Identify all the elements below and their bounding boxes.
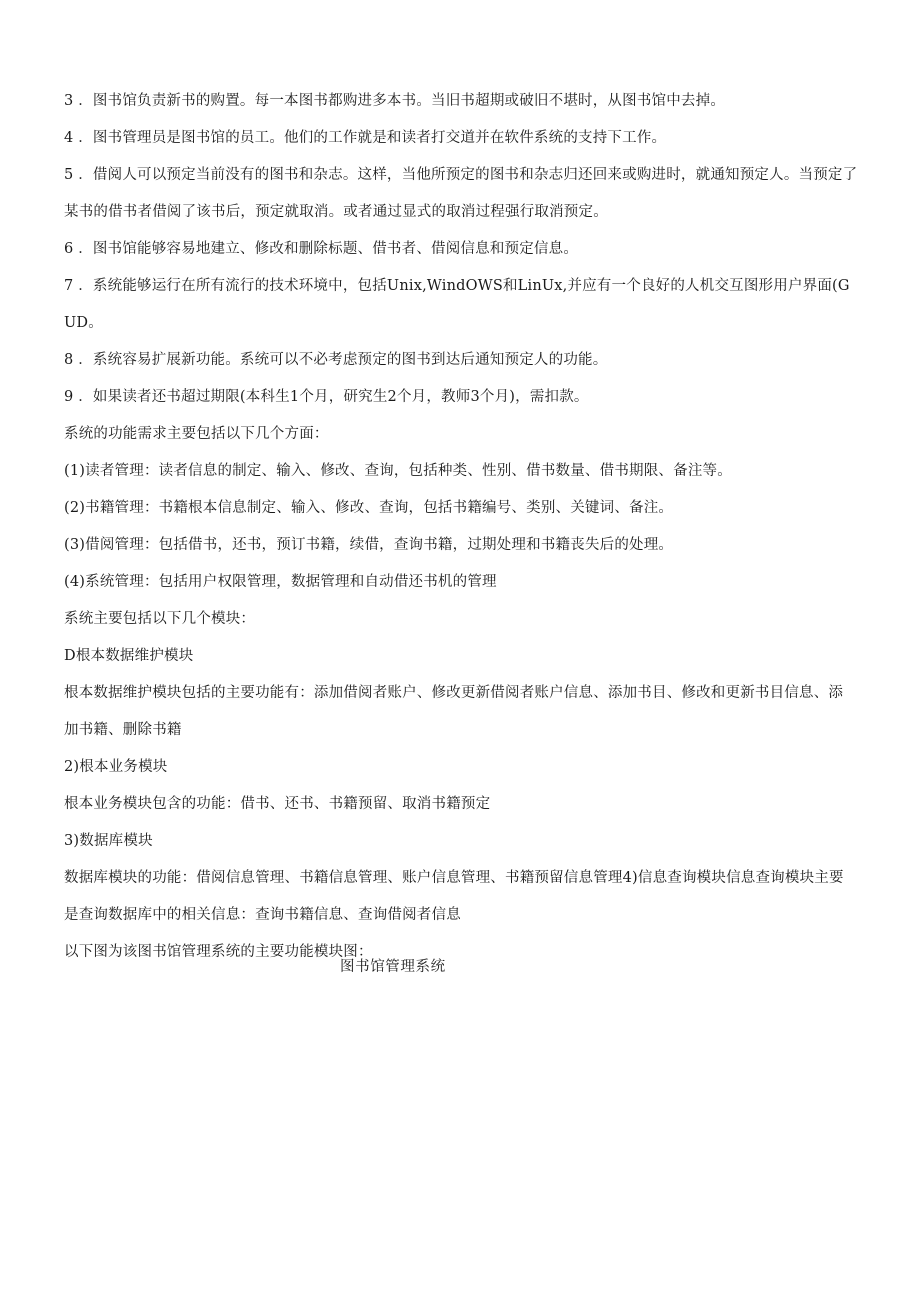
paragraph-item-8: 8 ．系统容易扩展新功能。系统可以不必考虑预定的图书到达后通知预定人的功能。 xyxy=(64,352,608,368)
paragraph-item-6: 6 ．图书馆能够容易地建立、修改和删除标题、借书者、借阅信息和预定信息。 xyxy=(64,241,579,257)
module-description-basic-data: 根本数据维护模块包括的主要功能有：添加借阅者账户、修改更新借阅者账户信息、添加书目、修改和更新书目信息、添加书籍、删除书籍 xyxy=(64,685,844,738)
requirement-reader-management: (1)读者管理：读者信息的制定、输入、修改、查询，包括种类、性别、借书数量、借书期限、备注等。 xyxy=(64,463,732,479)
module-heading-basic-data: D根本数据维护模块 xyxy=(64,648,194,664)
module-heading-basic-business: 2)根本业务模块 xyxy=(64,759,168,775)
diagram-title: 图书馆管理系统 xyxy=(340,959,446,975)
section-intro-functional-requirements: 系统的功能需求主要包括以下几个方面： xyxy=(64,426,329,442)
module-description-basic-business: 根本业务模块包含的功能：借书、还书、书籍预留、取消书籍预定 xyxy=(64,796,491,812)
paragraph-item-7: 7 ．系统能够运行在所有流行的技术环境中，包括Unix,WindOWS和LinUx,并应有一个良好的人机交互图形用户界面(GUD。 xyxy=(64,278,850,331)
paragraph-item-3: 3 ．图书馆负责新书的购置。每一本图书都购进多本书。当旧书超期或破旧不堪时，从图书馆中去掉。 xyxy=(64,93,726,109)
requirement-system-management: (4)系统管理：包括用户权限管理，数据管理和自动借还书机的管理 xyxy=(64,574,497,590)
section-intro-modules: 系统主要包括以下几个模块： xyxy=(64,611,256,627)
paragraph-item-9: 9 ．如果读者还书超过期限(本科生1个月，研究生2个月，教师3个月)，需扣款。 xyxy=(64,389,589,405)
paragraph-item-4: 4 ．图书管理员是图书馆的员工。他们的工作就是和读者打交道并在软件系统的支持下工作。 xyxy=(64,130,667,146)
diagram-intro: 以下图为该图书馆管理系统的主要功能模块图： xyxy=(64,944,373,960)
requirement-book-management: (2)书籍管理：书籍根本信息制定、输入、修改、查询，包括书籍编号、类别、关键词、备注。 xyxy=(64,500,674,516)
module-description-database-and-query: 数据库模块的功能：借阅信息管理、书籍信息管理、账户信息管理、书籍预留信息管理4)信息查询模块信息查询模块主要是查询数据库中的相关信息：查询书籍信息、查询借阅者信息 xyxy=(64,870,844,923)
requirement-borrow-management: (3)借阅管理：包括借书，还书，预订书籍，续借，查询书籍，过期处理和书籍丧失后的处理。 xyxy=(64,537,674,553)
module-heading-database: 3)数据库模块 xyxy=(64,833,153,849)
paragraph-item-5: 5 ．借阅人可以预定当前没有的图书和杂志。这样，当他所预定的图书和杂志归还回来或购进时，就通知预定人。当预定了某书的借书者借阅了该书后，预定就取消。或者通过显式的取消过程强行取消预定。 xyxy=(64,167,858,220)
